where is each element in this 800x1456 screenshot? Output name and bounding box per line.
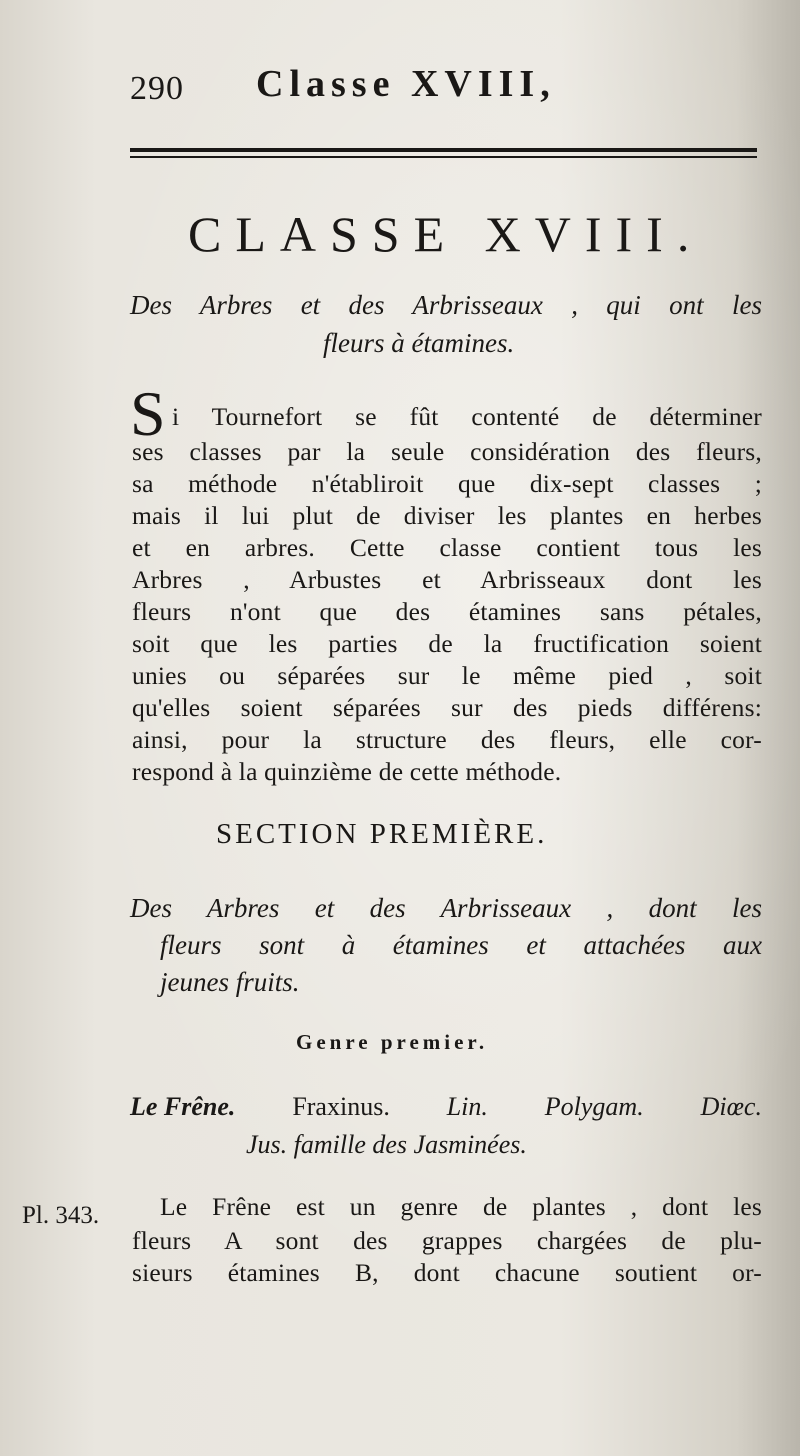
section-subtitle-line: jeunes fruits. xyxy=(160,967,300,997)
genre-heading: Genre premier. xyxy=(296,1030,489,1054)
class-subtitle-line-1: Des Arbres et des Arbrisseaux , qui ont les xyxy=(130,290,762,320)
bleed-through xyxy=(140,120,146,148)
genus-latin-name: Fraxinus. xyxy=(292,1092,390,1121)
class-title: CLASSE XVIII. xyxy=(188,206,704,262)
intro-line: Arbres , Arbustes et Arbrisseaux dont les xyxy=(132,565,762,594)
intro-line: ses classes par la seule considération des fleurs, xyxy=(132,437,762,466)
linnaeus-abbrev: Lin. xyxy=(446,1092,488,1121)
page-number: 290 xyxy=(130,70,184,107)
linnaean-order: Diœc. xyxy=(700,1092,762,1121)
final-paragraph-line: sieurs étamines B, dont chacune soutient or- xyxy=(132,1258,762,1287)
class-subtitle-line-2: fleurs à étamines. xyxy=(323,328,515,358)
header-rule xyxy=(130,148,757,152)
final-paragraph-line: fleurs A sont des grappes chargées de plu- xyxy=(132,1226,762,1255)
intro-line: i Tournefort se fût contenté de déterminer xyxy=(172,402,762,431)
intro-line: respond à la quinzième de cette méthode. xyxy=(132,757,562,786)
genus-french-name: Le Frêne. xyxy=(130,1092,236,1121)
intro-line: soit que les parties de la fructification soient xyxy=(132,629,762,658)
drop-cap: S xyxy=(130,378,166,449)
genre-entry-line-2: Jus. famille des Jasminées. xyxy=(246,1130,527,1159)
intro-line: ainsi, pour la structure des fleurs, elle cor- xyxy=(132,725,762,754)
section-subtitle-line: Des Arbres et des Arbrisseaux , dont les xyxy=(130,893,762,923)
intro-line: sa méthode n'établiroit que dix-sept classes ; xyxy=(132,469,762,498)
intro-line: et en arbres. Cette classe contient tous les xyxy=(132,533,762,562)
final-paragraph-line: Le Frêne est un genre de plantes , dont les xyxy=(160,1192,762,1221)
intro-line: unies ou séparées sur le même pied , soit xyxy=(132,661,762,690)
intro-line: qu'elles soient séparées sur des pieds différens: xyxy=(132,693,762,722)
genre-entry-line-1 xyxy=(130,1092,762,1122)
section-title: SECTION PREMIÈRE. xyxy=(216,818,548,850)
linnaean-class: Polygam. xyxy=(544,1092,644,1121)
running-head: Classe XVIII, xyxy=(256,63,556,105)
header-rule-thin xyxy=(130,156,757,158)
section-subtitle-line: fleurs sont à étamines et attachées aux xyxy=(160,930,762,960)
intro-line: mais il lui plut de diviser les plantes en herbes xyxy=(132,501,762,530)
intro-line: fleurs n'ont que des étamines sans pétales, xyxy=(132,597,762,626)
plate-reference: Pl. 343. xyxy=(22,1202,100,1229)
